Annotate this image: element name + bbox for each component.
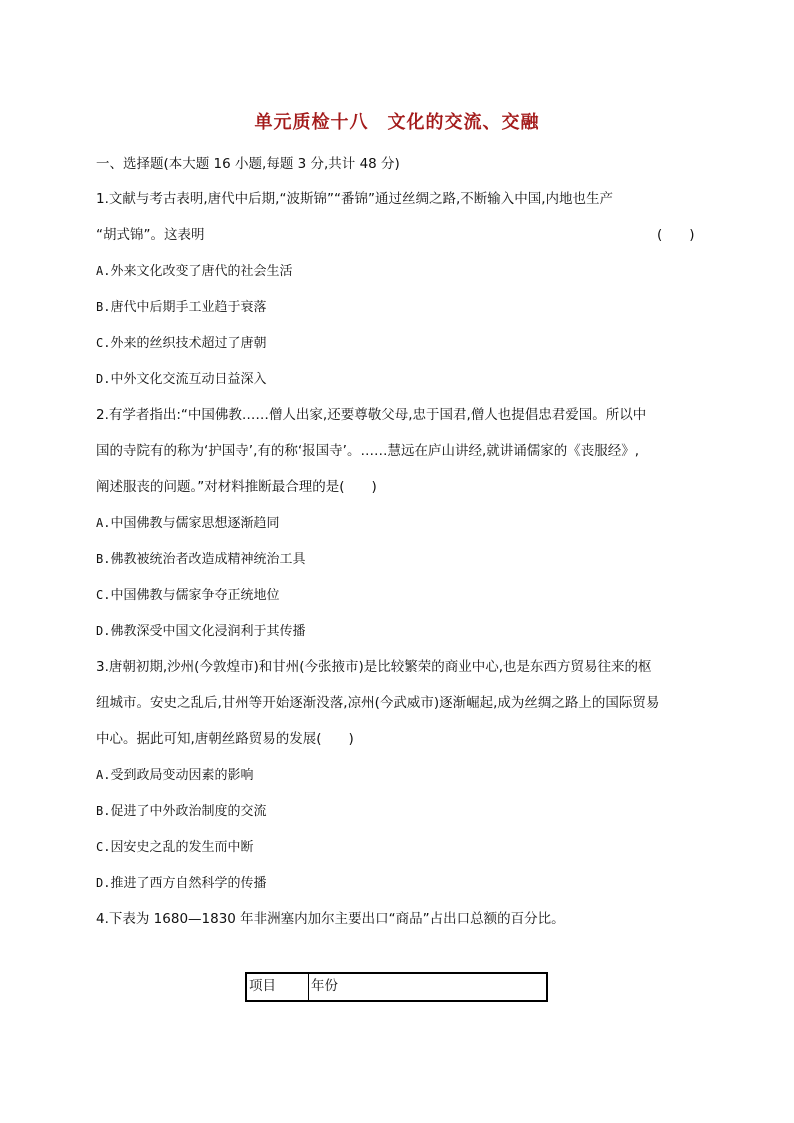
q2-line3: 阐述服丧的问题。”对材料推断最合理的是( ) [96, 479, 377, 495]
option-text: 外来文化改变了唐代的社会生活 [110, 264, 293, 279]
option-letter: A. [96, 768, 111, 782]
q2-option-b [96, 549, 305, 570]
option-letter: D. [96, 624, 111, 638]
q1-line2: “胡式锦”。这表明 [96, 227, 205, 243]
q1-option-c [96, 333, 266, 354]
q3-option-d [96, 873, 266, 894]
option-text: 受到政局变动因素的影响 [110, 768, 254, 783]
q2-option-c [96, 585, 279, 606]
export-table [245, 972, 548, 1002]
page-title: 单元质检十八 文化的交流、交融 [254, 112, 540, 133]
q2-option-a [96, 513, 279, 534]
q3-option-a [96, 765, 253, 786]
q2-line1: 2.有学者指出:“中国佛教……僧人出家,还要尊敬父母,忠于国君,僧人也提倡忠君爱国。所以中 [96, 407, 647, 423]
option-text: 佛教被统治者改造成精神统治工具 [110, 552, 306, 567]
option-letter: C. [96, 336, 111, 350]
q2-option-d [96, 621, 305, 642]
option-letter: B. [96, 552, 111, 566]
q1-option-d [96, 369, 266, 390]
option-text: 外来的丝织技术超过了唐朝 [110, 336, 267, 351]
q3-line1: 3.唐朝初期,沙州(今敦煌市)和甘州(今张掖市)是比较繁荣的商业中心,也是东西方贸易往来的枢 [96, 659, 652, 675]
table-header-year: 年份 [309, 973, 548, 1001]
option-letter: A. [96, 516, 111, 530]
answer-paren: ( ) [657, 227, 695, 243]
q3-option-b [96, 801, 266, 822]
option-text: 促进了中外政治制度的交流 [110, 804, 267, 819]
option-letter: D. [96, 876, 111, 890]
q3-option-c [96, 837, 253, 858]
option-letter: A. [96, 264, 111, 278]
table-header-item: 项目 [246, 973, 309, 1001]
option-letter: B. [96, 300, 111, 314]
option-text: 唐代中后期手工业趋于衰落 [110, 300, 267, 315]
option-text: 因安史之乱的发生而中断 [110, 840, 254, 855]
q2-line2: 国的寺院有的称为‘护国寺’,有的称‘报国寺’。……慧远在庐山讲经,就讲诵儒家的《丧服经》, [96, 443, 640, 459]
q1-option-a [96, 261, 292, 282]
q4-line1: 4.下表为 1680—1830 年非洲塞内加尔主要出口“商品”占出口总额的百分比。 [96, 911, 565, 927]
option-text: 佛教深受中国文化浸润利于其传播 [110, 624, 306, 639]
q1-line1: 1.文献与考古表明,唐代中后期,“波斯锦”“番锦”通过丝绸之路,不断输入中国,内地也生产 [96, 191, 614, 207]
option-text: 推进了西方自然科学的传播 [110, 876, 267, 891]
q1-option-b [96, 297, 266, 318]
option-letter: B. [96, 804, 111, 818]
table-row [246, 973, 547, 1001]
option-text: 中国佛教与儒家思想逐渐趋同 [110, 516, 280, 531]
option-letter: C. [96, 840, 111, 854]
section-header: 一、选择题(本大题 16 小题,每题 3 分,共计 48 分) [96, 156, 400, 172]
q3-line3: 中心。据此可知,唐朝丝路贸易的发展( ) [96, 731, 354, 747]
option-text: 中外文化交流互动日益深入 [110, 372, 267, 387]
option-letter: D. [96, 372, 111, 386]
option-text: 中国佛教与儒家争夺正统地位 [110, 588, 280, 603]
option-letter: C. [96, 588, 111, 602]
q3-line2: 纽城市。安史之乱后,甘州等开始逐渐没落,凉州(今武威市)逐渐崛起,成为丝绸之路上的国际贸易 [96, 695, 660, 711]
